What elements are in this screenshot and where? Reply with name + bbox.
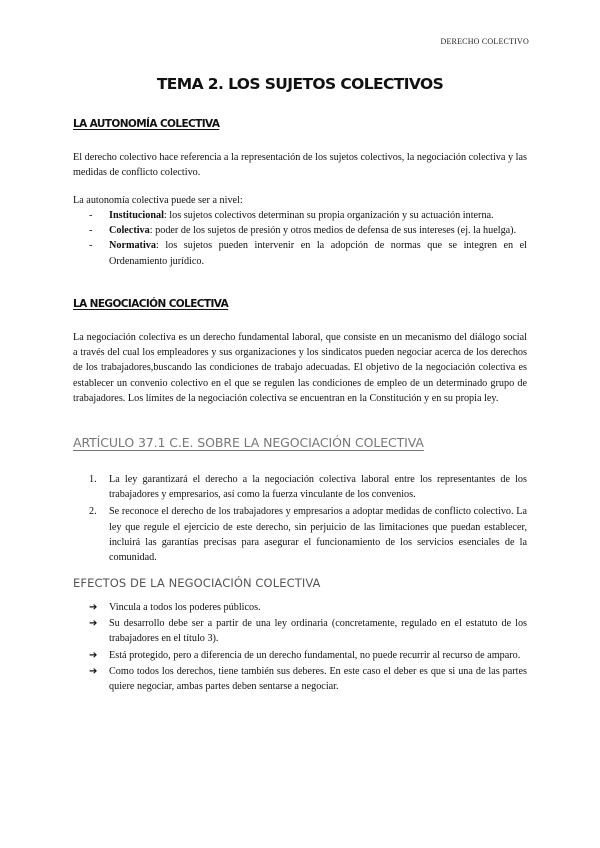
list-item xyxy=(73,223,527,238)
term: Institucional xyxy=(109,210,164,221)
list-item xyxy=(73,238,527,268)
arrow-icon: ➔ xyxy=(89,665,98,677)
number-marker: 1. xyxy=(89,474,97,485)
list-item xyxy=(73,648,527,663)
running-header: DERECHO COLECTIVO xyxy=(440,37,529,46)
dash-bullet: - xyxy=(89,225,93,237)
definition: : poder de los sujetos de presión y otros medios de defensa de sus intereses (ej. la huelga). xyxy=(149,225,517,237)
list-item xyxy=(73,664,527,694)
arrow-icon: ➔ xyxy=(89,618,98,630)
dash-bullet: - xyxy=(89,240,93,252)
list-item xyxy=(73,504,527,565)
document-title: TEMA 2. LOS SUJETOS COLECTIVOS xyxy=(156,75,444,93)
definition: : los sujetos pueden intervenir en la adopción de normas que se integren en el Ordenamiento jurídico. xyxy=(109,240,527,267)
term: Normativa xyxy=(109,240,156,252)
list-item xyxy=(73,472,527,502)
list-item xyxy=(73,208,527,223)
arrow-icon: ➔ xyxy=(89,649,98,661)
article-text: Se reconoce el derecho de los trabajadores y empresarios a adoptar medidas de conflicto colectivo. La ley que regule el ejercicio de este derecho, sin perjuicio de las limitaciones que puedan establecer, incluirá las garantías precisas para asegurar el funcionamiento de los servicios esenciales de la comunidad. xyxy=(109,506,527,564)
article-heading: ARTÍCULO 37.1 C.E. SOBRE LA NEGOCIACIÓN COLECTIVA xyxy=(73,435,424,450)
intro-paragraph: El derecho colectivo hace referencia a la representación de los sujetos colectivos, la negociación colectiva y las medidas de conflicto colectivo. xyxy=(73,152,527,179)
autonomia-list xyxy=(73,208,527,269)
article-text: La ley garantizará el derecho a la negociación colectiva laboral entre los representantes de los trabajadores y empresarios, así como la fuerza vinculante de los convenios. xyxy=(109,474,527,501)
section-heading-autonomia: LA AUTONOMÍA COLECTIVA xyxy=(73,118,220,130)
definition: : los sujetos colectivos determinan su propia organización y su actuación interna. xyxy=(163,210,494,221)
effect-text: Su desarrollo debe ser a partir de una ley ordinaria (concretamente, regulado en el estatuto de los trabajadores en el título 3). xyxy=(109,618,527,645)
effect-text: Vincula a todos los poderes públicos. xyxy=(109,602,261,613)
number-marker: 2. xyxy=(89,506,97,518)
arrow-icon: ➔ xyxy=(89,602,98,613)
effect-text: Está protegido, pero a diferencia de un derecho fundamental, no puede recurrir al recurso de amparo. xyxy=(109,649,521,661)
effects-list xyxy=(73,600,527,695)
dash-bullet: - xyxy=(89,210,93,221)
term: Colectiva xyxy=(109,225,150,237)
list-item xyxy=(73,616,527,646)
negociacion-paragraph: La negociación colectiva es un derecho fundamental laboral, que consiste en un mecanismo del diálogo social a través del cual los empleadores y sus organizaciones y los sindicatos pueden negociar acerca de los derechos de los trabajadores,buscando las condiciones de trabajo adecuadas. El objetivo de la negociación colectiva es establecer un convenio colectivo en el que se regulen las condiciones de empleo de un determinado grupo de trabajadores. Los límites de la negociación colectiva se encuentran en la Constitución y en su propia ley. xyxy=(73,332,527,404)
effects-heading: EFECTOS DE LA NEGOCIACIÓN COLECTIVA xyxy=(73,576,321,590)
list-lead: La autonomía colectiva puede ser a nivel: xyxy=(73,195,243,206)
list-item xyxy=(73,600,527,615)
article-list xyxy=(73,472,527,567)
section-heading-negociacion: LA NEGOCIACIÓN COLECTIVA xyxy=(73,298,229,310)
effect-text: Como todos los derechos, tiene también sus deberes. En este caso el deber es que si una de las partes quiere negociar, ambas partes deben sentarse a negociar. xyxy=(109,665,527,693)
